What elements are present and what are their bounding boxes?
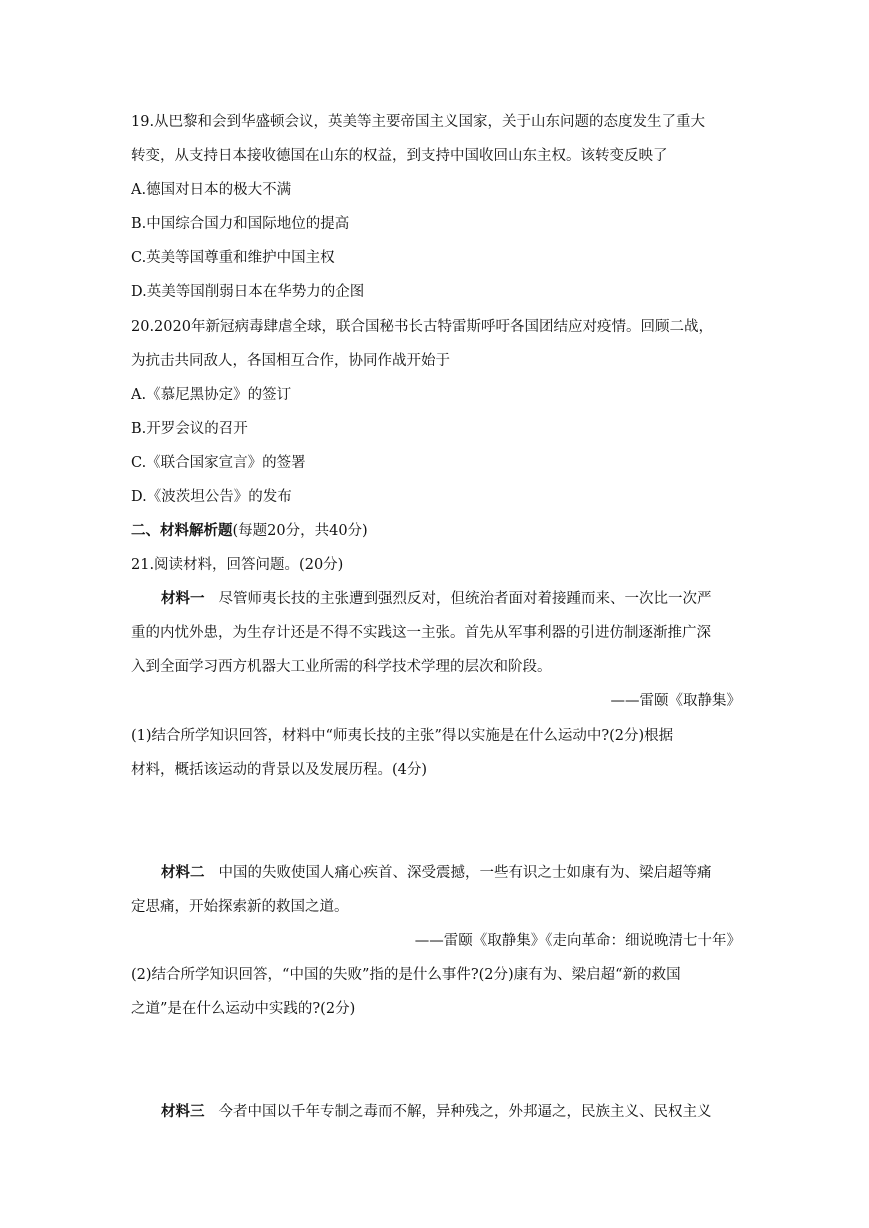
material2-text1: 中国的失败使国人痛心疾首、深受震撼，一些有识之士如康有为、梁启超等痛 bbox=[218, 865, 712, 881]
material2-line1 bbox=[161, 863, 741, 883]
material2-label: 材料二 bbox=[161, 864, 205, 881]
material3-text1: 今者中国以千年专制之毒而不解，异种残之，外邦逼之，民族主义、民权主义 bbox=[218, 1104, 712, 1120]
section-heading-title: 二、材料解析题 bbox=[131, 522, 233, 539]
q19-stem-line2: 转变，从支持日本接收德国在山东的权益，到支持中国收回山东主权。该转变反映了 bbox=[131, 148, 668, 164]
sub2-line2: 之道”是在什么运动中实践的?(2分) bbox=[131, 1001, 356, 1017]
sub1-line1: (1)结合所学知识回答，材料中“师夷长技的主张”得以实施是在什么运动中?(2分)根据 bbox=[131, 728, 674, 744]
material3-line1 bbox=[161, 1102, 741, 1122]
section-heading bbox=[131, 521, 741, 541]
q20-stem-line1: 20.2020年新冠病毒肆虐全球，联合国秘书长古特雷斯呼吁各国团结应对疫情。回顾二战， bbox=[131, 319, 713, 335]
material1-text1: 尽管师夷长技的主张遭到强烈反对，但统治者面对着接踵而来、一次比一次严 bbox=[218, 591, 712, 607]
q20-option-c: C.《联合国家宣言》的签署 bbox=[131, 455, 306, 471]
q21-stem: 21.阅读材料，回答问题。(20分) bbox=[131, 557, 344, 573]
material1-line1 bbox=[161, 589, 741, 609]
material2-line2: 定思痛，开始探索新的救国之道。 bbox=[131, 899, 349, 915]
q19-option-c: C.英美等国尊重和维护中国主权 bbox=[131, 250, 335, 266]
q19-option-a: A.德国对日本的极大不满 bbox=[131, 182, 292, 198]
q19-option-d: D.英美等国削弱日本在华势力的企图 bbox=[131, 284, 365, 300]
material1-label: 材料一 bbox=[161, 590, 205, 607]
q20-option-a: A.《慕尼黑协定》的签订 bbox=[131, 387, 292, 403]
q19-stem-line1: 19.从巴黎和会到华盛顿会议，英美等主要帝国主义国家，关于山东问题的态度发生了重大 bbox=[131, 114, 706, 130]
material1-line2: 重的内忧外患，为生存计还是不得不实践这一主张。首先从军事利器的引进仿制逐渐推广深 bbox=[131, 625, 711, 641]
material1-source: ——雷颐《取静集》 bbox=[610, 693, 741, 709]
q20-option-b: B.开罗会议的召开 bbox=[131, 421, 248, 437]
q20-stem-line2: 为抗击共同敌人，各国相互合作，协同作战开始于 bbox=[131, 353, 450, 369]
q20-option-d: D.《波茨坦公告》的发布 bbox=[131, 489, 292, 505]
material2-source: ——雷颐《取静集》《走向革命：细说晚清七十年》 bbox=[414, 933, 741, 949]
section-heading-score: (每题20分，共40分) bbox=[232, 523, 368, 539]
sub1-line2: 材料，概括该运动的背景以及发展历程。(4分) bbox=[131, 762, 428, 778]
sub2-line1: (2)结合所学知识回答，“中国的失败”指的是什么事件?(2分)康有为、梁启超“新的救国 bbox=[131, 967, 681, 983]
q19-option-b: B.中国综合国力和国际地位的提高 bbox=[131, 216, 350, 232]
material3-label: 材料三 bbox=[161, 1103, 205, 1120]
material1-line3: 入到全面学习西方机器大工业所需的科学技术学理的层次和阶段。 bbox=[131, 659, 552, 675]
